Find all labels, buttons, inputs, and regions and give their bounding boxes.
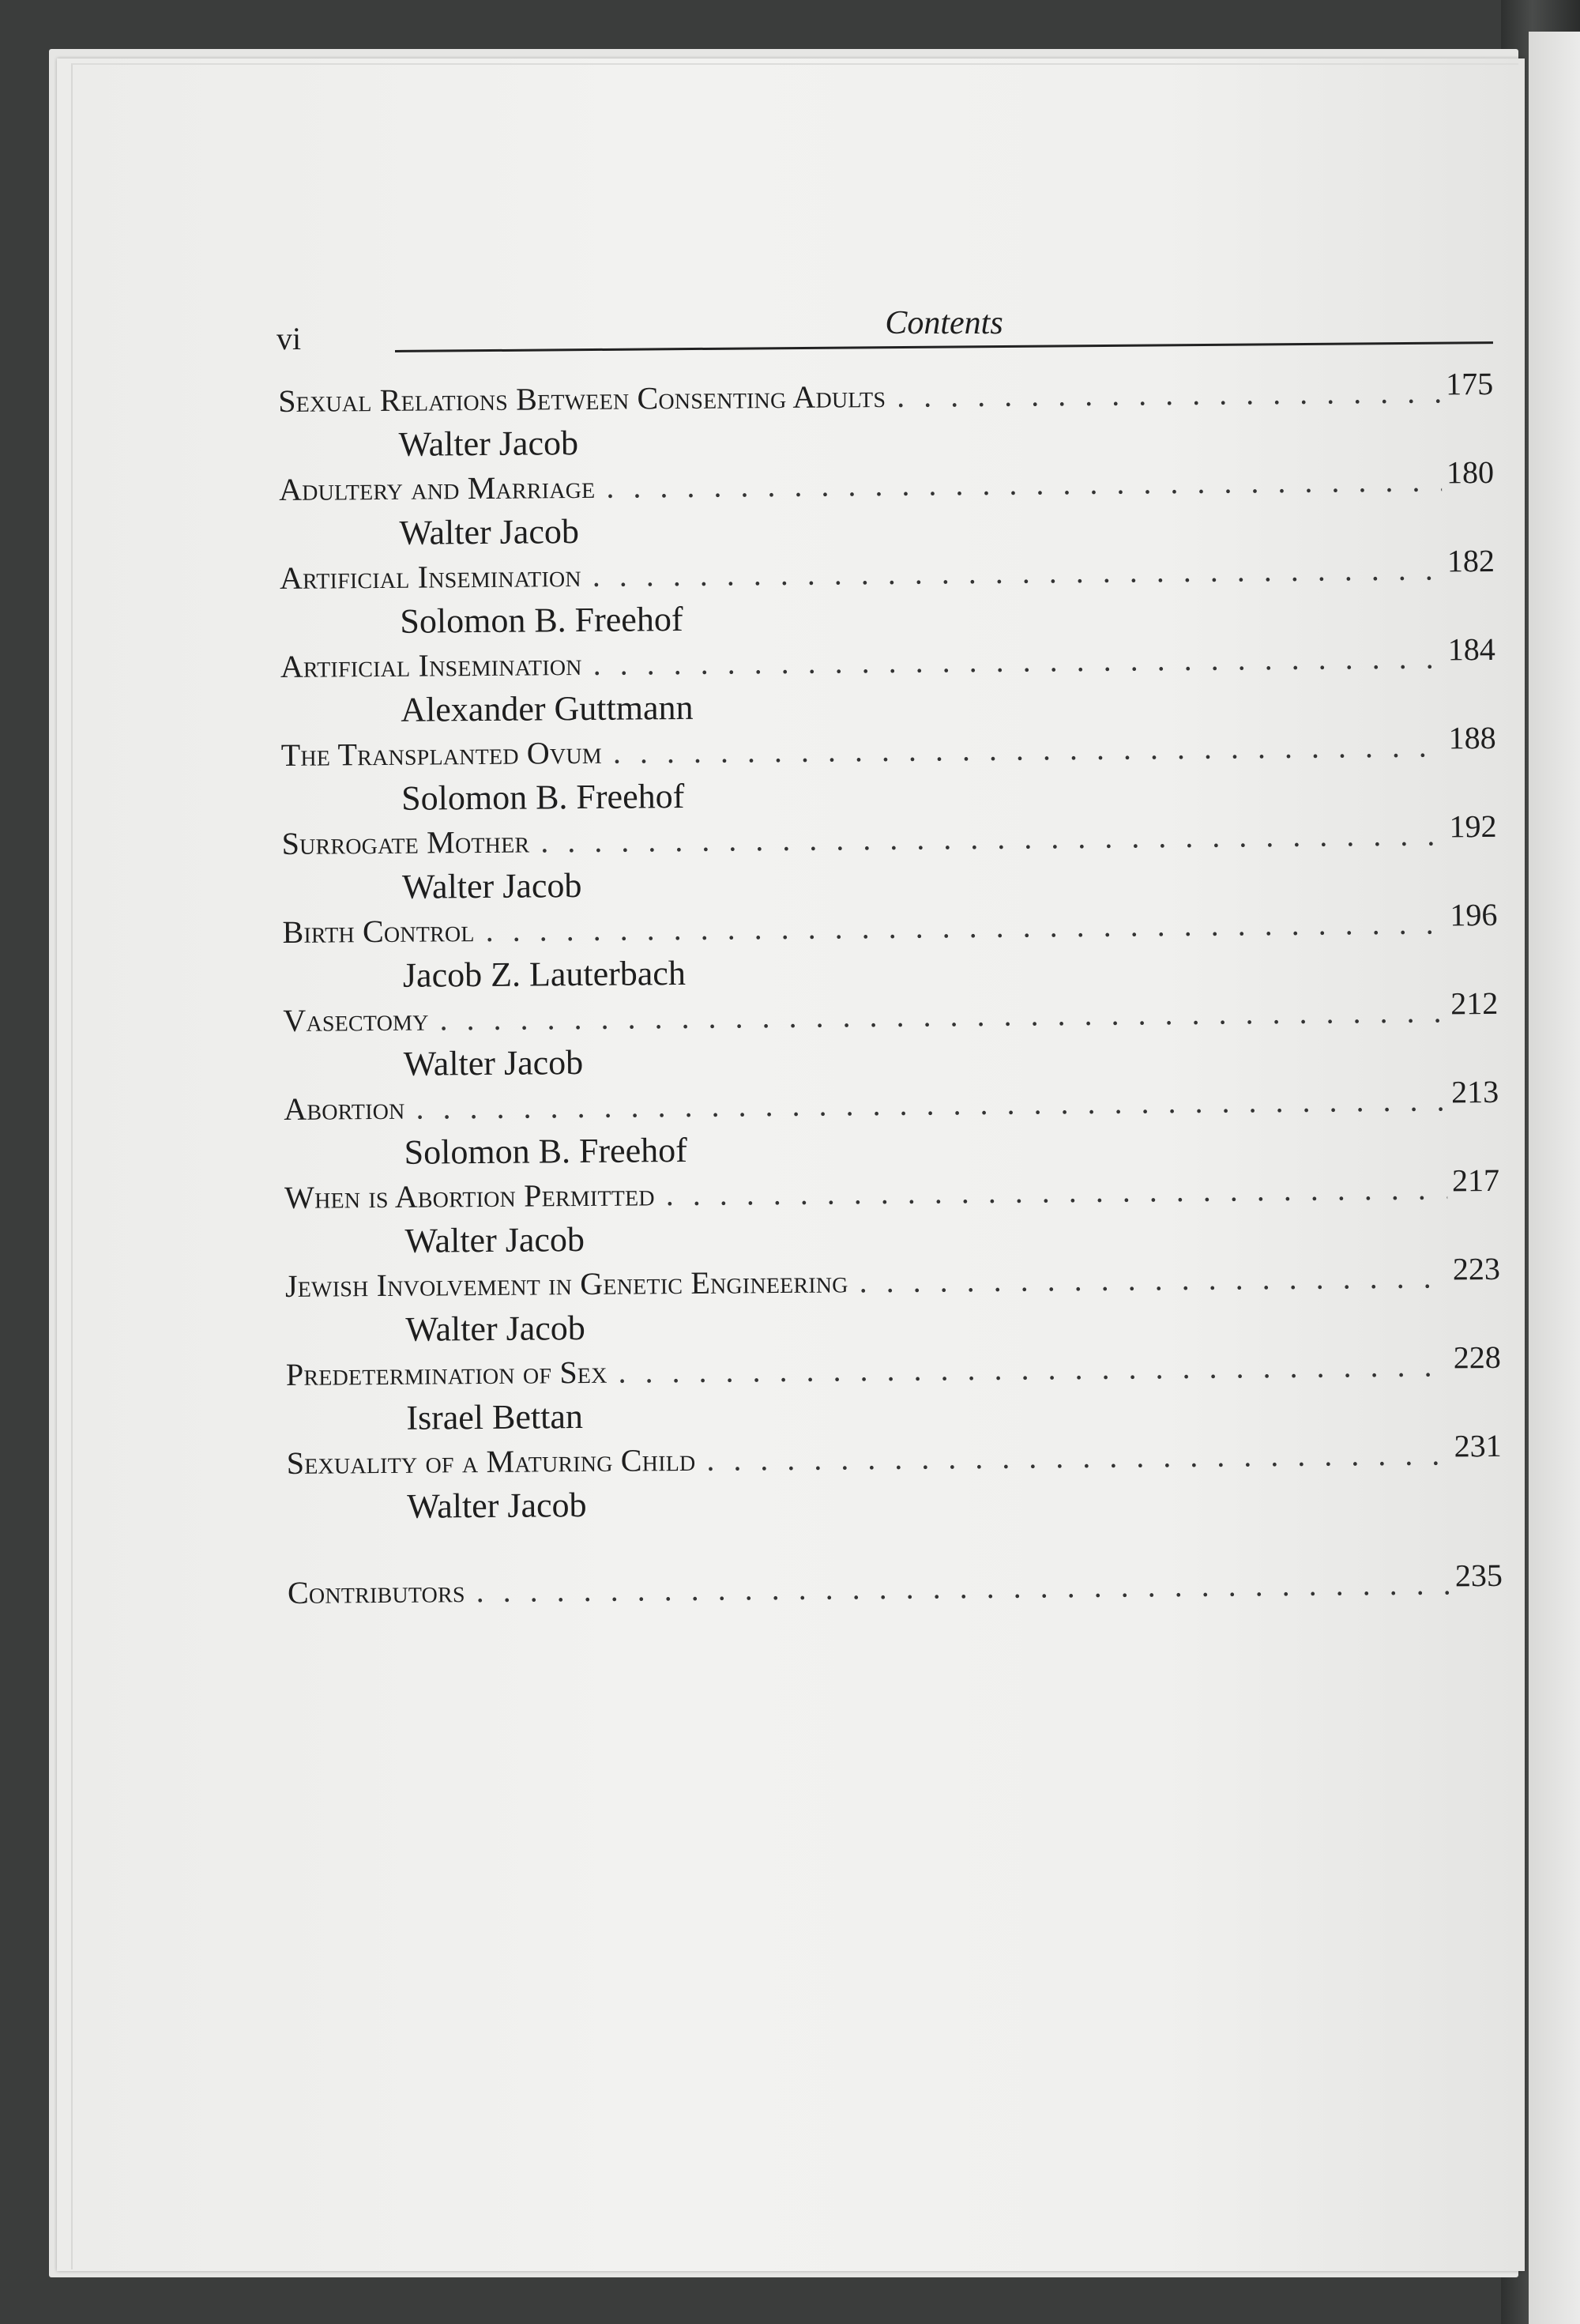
entry-page-number: 223	[1452, 1250, 1501, 1287]
dot-leader	[618, 1343, 1449, 1394]
entry-author: Walter Jacob	[401, 866, 582, 906]
toc-entry	[281, 808, 1497, 910]
entry-title: Surrogate Mother	[281, 823, 530, 861]
entry-author: Israel Bettan	[406, 1397, 584, 1437]
entry-author: Solomon B. Freehof	[400, 599, 683, 641]
toc-entry	[286, 1427, 1503, 1530]
entry-title: Abortion	[284, 1090, 405, 1127]
dot-leader	[706, 1432, 1450, 1482]
adjacent-page-edge	[1529, 32, 1580, 2324]
entry-author: Alexander Guttmann	[401, 687, 694, 729]
entry-title: Birth Control	[282, 913, 475, 950]
entry-page-number: 192	[1449, 808, 1497, 845]
entry-page-number: 184	[1447, 631, 1495, 668]
entry-page-number: 196	[1450, 896, 1498, 933]
entry-page-number: 231	[1454, 1427, 1502, 1464]
entry-author: Walter Jacob	[398, 424, 579, 464]
dot-leader	[897, 370, 1441, 418]
toc-entry	[283, 985, 1499, 1087]
dot-leader	[613, 724, 1444, 774]
entry-author: Walter Jacob	[399, 512, 580, 552]
entry-page-number: 212	[1450, 985, 1499, 1022]
entry-author: Jacob Z. Lauterbach	[402, 953, 687, 995]
entry-title: Artificial Insemination	[279, 557, 581, 596]
entry-title: Sexual Relations Between Consenting Adults	[278, 378, 886, 419]
toc-entry	[285, 1339, 1502, 1441]
page-number: vi	[276, 321, 302, 356]
entry-title: Sexuality of a Maturing Child	[286, 1441, 696, 1481]
entry-page-number: 188	[1448, 719, 1496, 756]
toc-entry	[278, 365, 1494, 468]
entry-page-number: 175	[1445, 365, 1494, 402]
entry-author: Walter Jacob	[407, 1485, 587, 1526]
running-head: Contents	[885, 305, 1003, 341]
toc-entry	[284, 1073, 1499, 1176]
dot-leader	[592, 635, 1443, 686]
dot-leader	[540, 812, 1445, 864]
entry-page-number: 180	[1446, 454, 1495, 491]
entry-title: Vasectomy	[283, 1001, 429, 1038]
entry-author: Walter Jacob	[403, 1042, 584, 1083]
entry-author: Walter Jacob	[404, 1219, 585, 1260]
toc-entry	[280, 631, 1496, 733]
dot-leader	[606, 458, 1442, 509]
toc-entry	[284, 1162, 1500, 1264]
entry-title: Adultery and Marriage	[278, 469, 596, 507]
entry-author: Solomon B. Freehof	[404, 1130, 687, 1172]
entry-author: Walter Jacob	[405, 1308, 585, 1349]
entry-title: Artificial Insemination	[280, 646, 582, 684]
entry-title: The Transplanted Ovum	[280, 734, 603, 773]
dot-leader	[859, 1255, 1448, 1304]
entry-title: Jewish Involvement in Genetic Engineering	[284, 1264, 848, 1304]
toc-entry	[280, 719, 1497, 822]
entry-page-number: 228	[1453, 1339, 1501, 1376]
dot-leader	[476, 1561, 1450, 1614]
dot-leader	[416, 1078, 1446, 1130]
entry-title: Contributors	[287, 1573, 465, 1610]
entry-title: Predetermination of Sex	[285, 1354, 608, 1392]
entry-page-number: 213	[1450, 1073, 1499, 1110]
toc-entry	[279, 542, 1495, 645]
dot-leader	[439, 989, 1446, 1041]
entry-page-number: 217	[1451, 1162, 1500, 1199]
toc-entry	[282, 896, 1498, 999]
table-of-contents	[278, 365, 1503, 1615]
toc-entry	[284, 1250, 1501, 1353]
entry-page-number: 182	[1446, 542, 1495, 579]
entry-page-number: 235	[1454, 1557, 1503, 1594]
dot-leader	[666, 1166, 1448, 1217]
dot-leader	[485, 901, 1445, 953]
entry-title: When is Abortion Permitted	[284, 1177, 655, 1215]
entry-author: Solomon B. Freehof	[401, 776, 685, 818]
dot-leader	[592, 547, 1443, 597]
toc-entry	[278, 454, 1495, 556]
